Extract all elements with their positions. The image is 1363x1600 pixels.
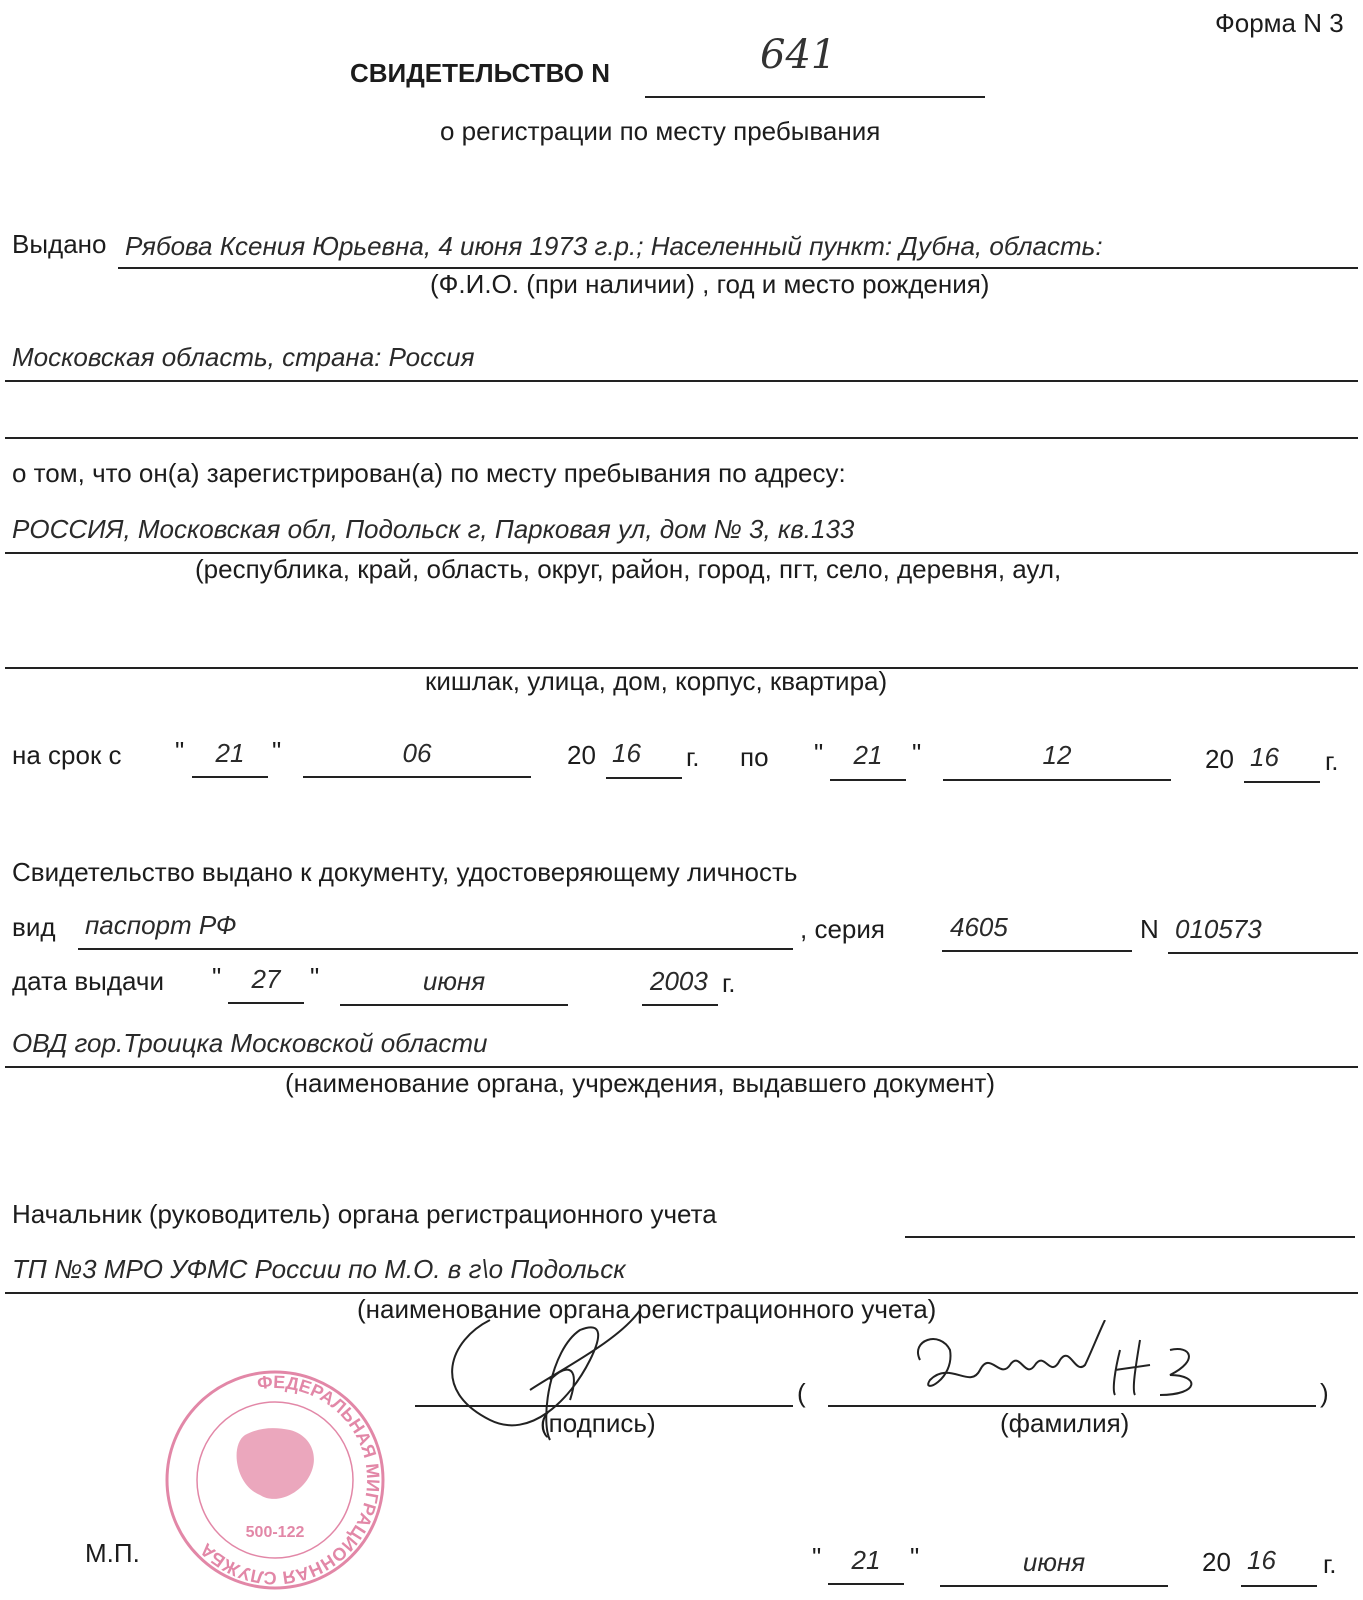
final-year: 16 xyxy=(1247,1545,1276,1575)
type-label: вид xyxy=(12,912,56,942)
date-label: дата выдачи xyxy=(12,966,164,996)
page-title: СВИДЕТЕЛЬСТВО N xyxy=(350,58,610,88)
address-hint1: (республика, край, область, округ, район, город, пгт, село, деревня, аул, xyxy=(195,554,1062,584)
issued-label: Выдано xyxy=(12,229,107,259)
paren: ( xyxy=(797,1378,806,1408)
to-year: 16 xyxy=(1250,742,1279,772)
field-line xyxy=(942,950,1132,952)
stamp xyxy=(160,1365,390,1595)
final-day: 21 xyxy=(851,1545,881,1575)
quote: " xyxy=(812,1542,822,1572)
from-month: 06 xyxy=(402,738,432,768)
field-line xyxy=(828,1583,904,1585)
address-hint2: кишлак, улица, дом, корпус, квартира) xyxy=(425,666,888,696)
form-label: Форма N 3 xyxy=(1215,8,1344,38)
document-type: паспорт РФ xyxy=(85,910,237,940)
paren: ) xyxy=(1320,1378,1329,1408)
stamp-code: 500-122 xyxy=(245,1524,305,1541)
seal-label: М.П. xyxy=(85,1538,140,1568)
quote: " xyxy=(814,738,824,768)
year-suffix: г. xyxy=(722,968,736,998)
stamp-text: ФЕДЕРАЛЬНАЯ МИГРАЦИОННАЯ СЛУЖБА xyxy=(196,1371,384,1589)
document-heading: Свидетельство выдано к документу, удостоверяющему личность xyxy=(12,857,798,887)
field-line xyxy=(5,437,1358,439)
from-year: 16 xyxy=(612,738,641,768)
century: 20 xyxy=(1202,1547,1231,1577)
year-suffix: г. xyxy=(1323,1549,1337,1579)
to-label: по xyxy=(740,742,769,772)
quote: " xyxy=(912,738,922,768)
field-line xyxy=(1168,952,1358,954)
field-line xyxy=(905,1236,1355,1238)
number-label: N xyxy=(1140,914,1159,944)
signature-hint: (подпись) xyxy=(540,1408,656,1438)
final-month: июня xyxy=(1022,1547,1086,1577)
issuer-hint: (наименование органа, учреждения, выдавшего документ) xyxy=(285,1068,995,1098)
issued-hint: (Ф.И.О. (при наличии) , год и место рождения) xyxy=(430,269,990,299)
authority-name: ТП №3 МРО УФМС России по М.О. в г\о Подольск xyxy=(12,1254,626,1284)
certificate-number: 641 xyxy=(760,32,837,78)
subtitle: о регистрации по месту пребывания xyxy=(440,116,881,146)
authority-hint: (наименование органа регистрационного учета) xyxy=(357,1294,937,1324)
field-line xyxy=(340,1004,568,1006)
quote: " xyxy=(310,962,320,992)
issue-day: 27 xyxy=(251,964,281,994)
field-line xyxy=(303,776,531,778)
issued-to-line2: Московская область, страна: Россия xyxy=(12,342,475,372)
field-line xyxy=(1244,781,1320,783)
field-line xyxy=(943,779,1171,781)
signature xyxy=(430,1300,670,1450)
field-line xyxy=(228,1002,304,1004)
century: 20 xyxy=(1205,744,1234,774)
document-number: 010573 xyxy=(1175,914,1262,944)
address-value: РОССИЯ, Московская обл, Подольск г, Парковая ул, дом № 3, кв.133 xyxy=(12,514,855,544)
document-issuer: ОВД гор.Троицка Московской области xyxy=(12,1028,488,1058)
century: 20 xyxy=(567,740,596,770)
eagle-emblem-icon xyxy=(237,1428,314,1499)
field-line xyxy=(1241,1585,1317,1587)
quote: " xyxy=(175,736,185,766)
field-line xyxy=(606,777,682,779)
issue-year: 2003 xyxy=(650,966,708,996)
surname-hint: (фамилия) xyxy=(1000,1408,1130,1438)
year-suffix: г. xyxy=(686,742,700,772)
from-day: 21 xyxy=(215,738,245,768)
head-label: Начальник (руководитель) органа регистрационного учета xyxy=(12,1199,717,1229)
quote: " xyxy=(910,1542,920,1572)
field-line xyxy=(642,1004,718,1006)
to-month: 12 xyxy=(1042,740,1072,770)
series-label: , серия xyxy=(800,914,885,944)
issue-month: июня xyxy=(422,966,486,996)
quote: " xyxy=(272,736,282,766)
to-day: 21 xyxy=(853,740,883,770)
field-line xyxy=(5,380,1358,382)
quote: " xyxy=(212,962,222,992)
surname-signature xyxy=(900,1320,1240,1410)
document-series: 4605 xyxy=(950,912,1008,942)
field-line xyxy=(940,1585,1168,1587)
field-line xyxy=(830,779,906,781)
number-line xyxy=(645,96,985,98)
period-label: на срок с xyxy=(12,740,122,770)
year-suffix: г. xyxy=(1325,746,1339,776)
field-line xyxy=(192,776,268,778)
issued-to-line1: Рябова Ксения Юрьевна, 4 июня 1973 г.р.; Населенный пункт: Дубна, область: xyxy=(125,231,1103,261)
field-line xyxy=(78,948,793,950)
address-label: о том, что он(а) зарегистрирован(а) по месту пребывания по адресу: xyxy=(12,458,846,488)
